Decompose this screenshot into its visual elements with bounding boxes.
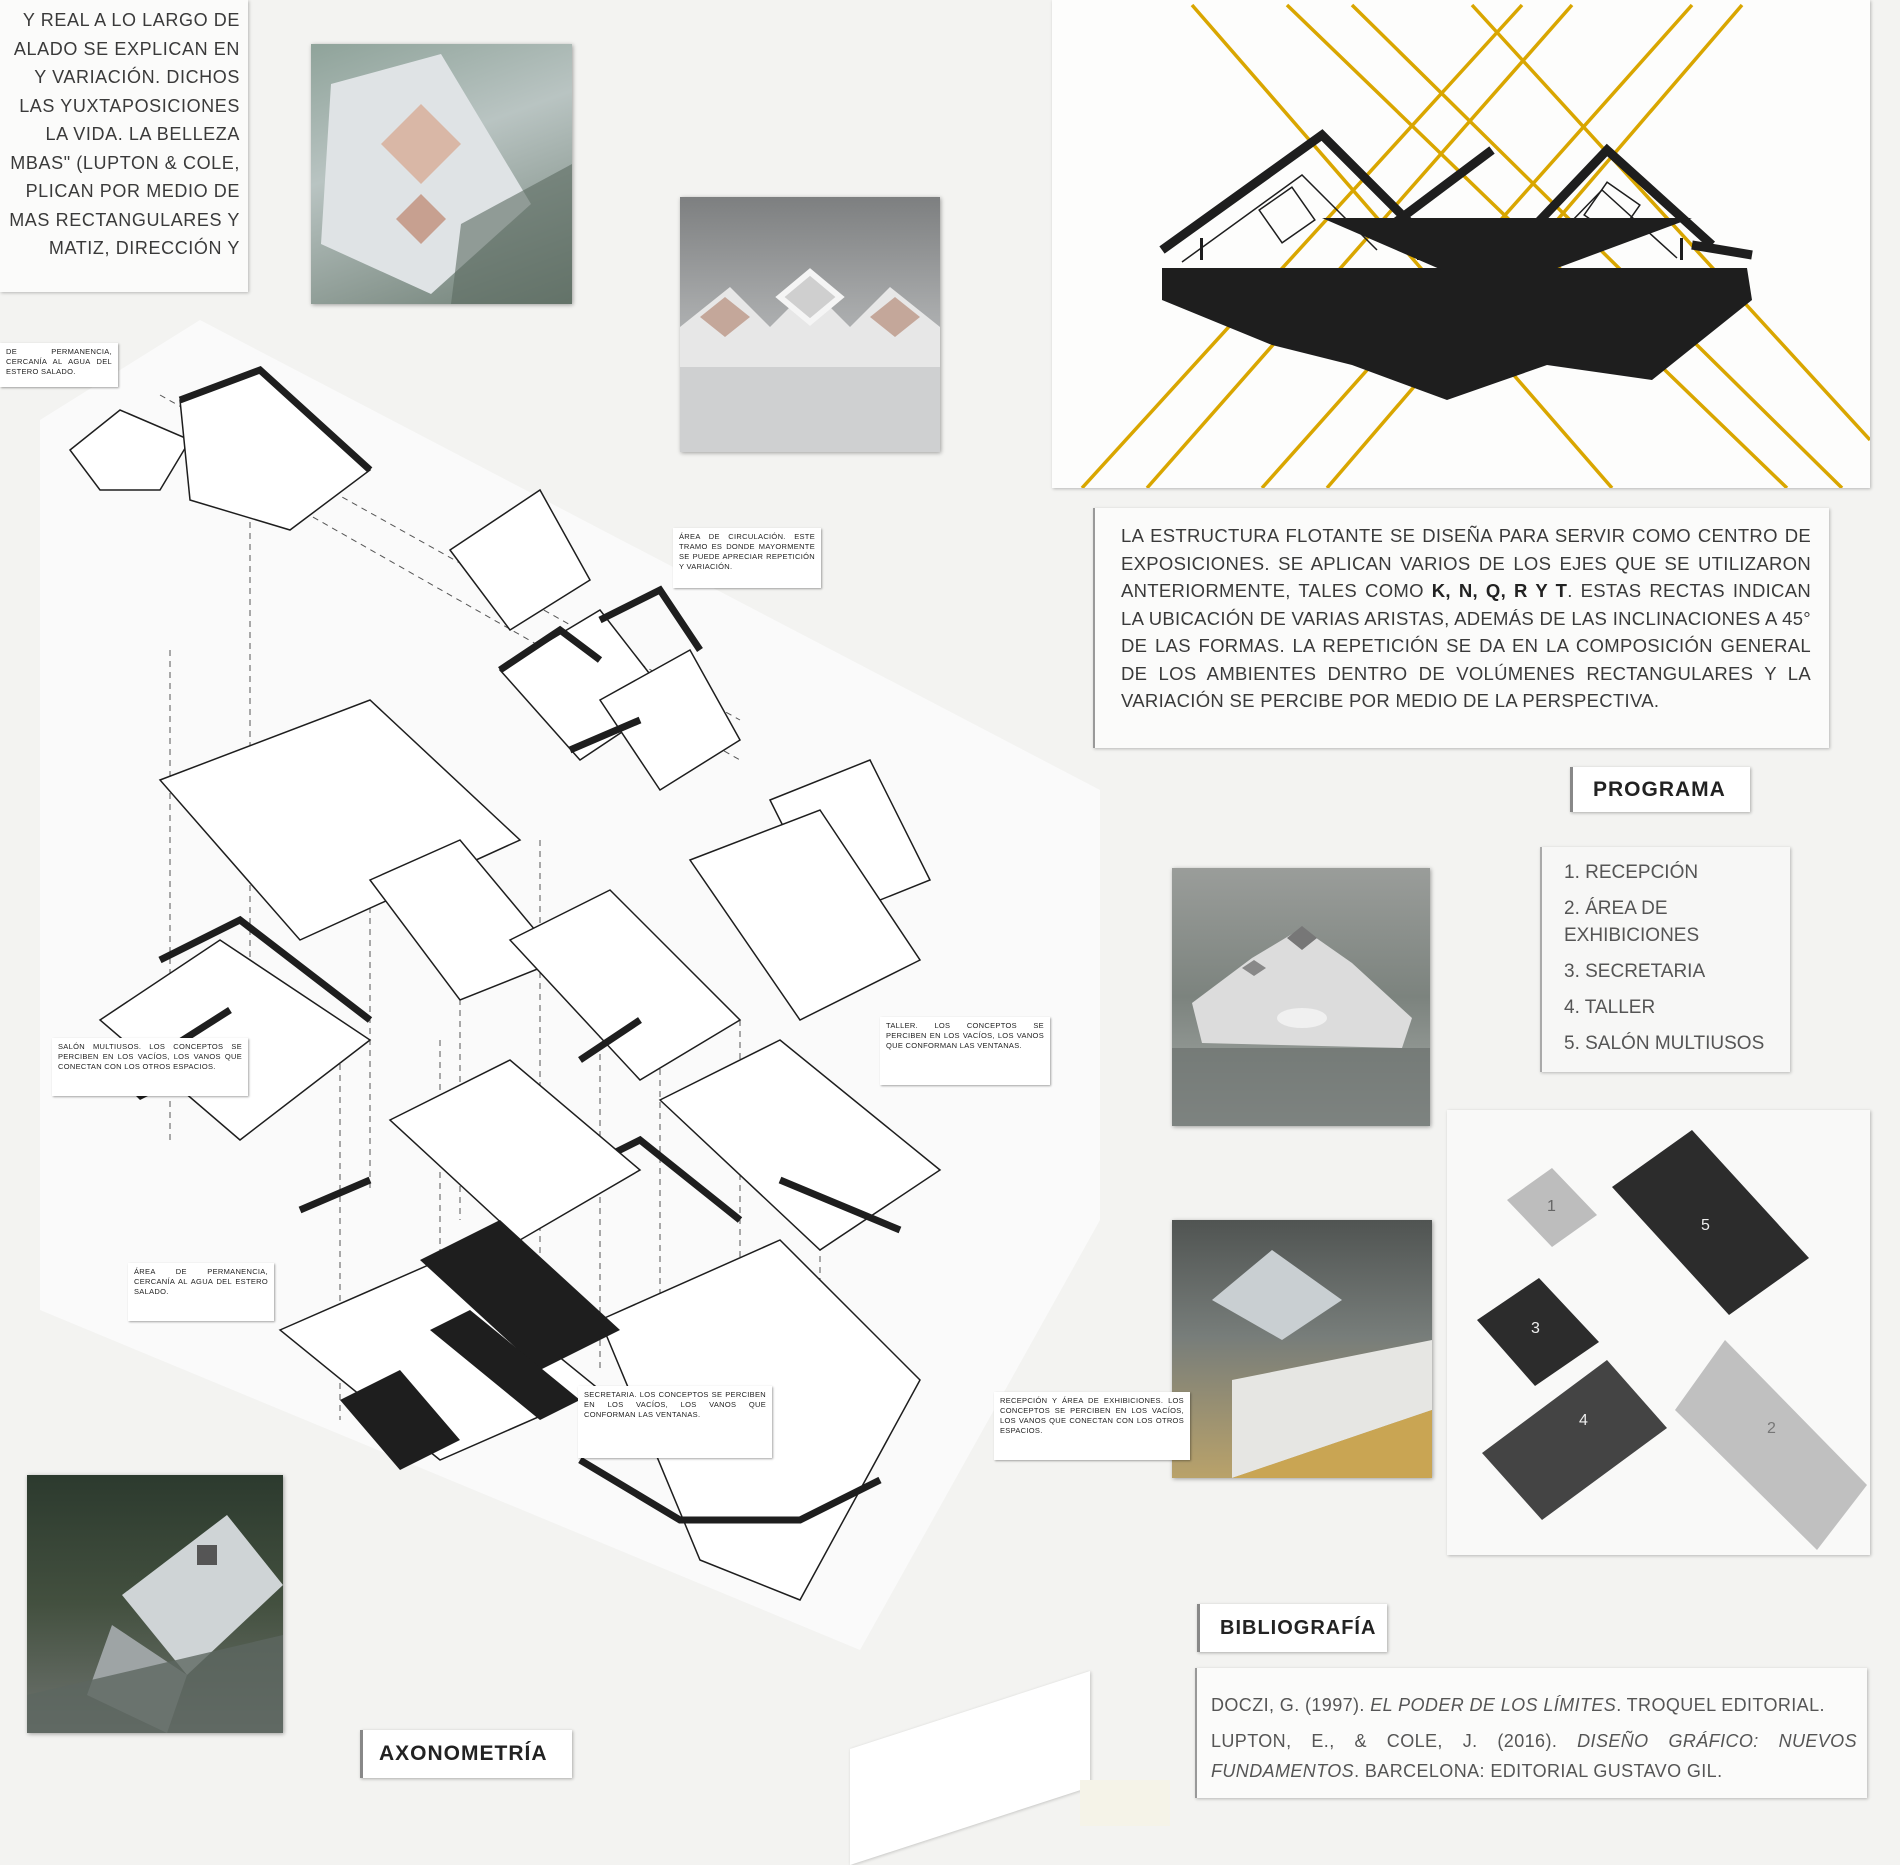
intro-line: Y VARIACIÓN. DICHOS <box>34 67 240 87</box>
tile-label-4: 4 <box>1579 1412 1588 1429</box>
note-permanencia-top: DE PERMANENCIA, CERCANÍA AL AGUA DEL ESTERO SALADO. <box>0 343 118 387</box>
intro-line: ALADO SE EXPLICAN EN <box>13 38 240 59</box>
bibliografia-heading: BIBLIOGRAFÍA <box>1197 1604 1387 1652</box>
model-photo-right-upper-image <box>1172 868 1430 1126</box>
tile-4 <box>1482 1360 1667 1520</box>
bibliografia-ref-lupton <box>1211 1726 1857 1786</box>
programa-item-recepcion: 1. RECEPCIÓN <box>1564 862 1699 883</box>
tile-label-1: 1 <box>1547 1198 1556 1215</box>
model-photo-bottom-left <box>27 1475 283 1733</box>
tile-2 <box>1675 1340 1867 1550</box>
ref2-title: DISEÑO GRÁFICO: NUEVOS FUNDAMENTOS <box>1211 1731 1857 1781</box>
bottom-edge-card <box>850 1671 1090 1865</box>
floating-base <box>1162 268 1752 400</box>
ref1-author: DOCZI, G. (1997). <box>1211 1695 1371 1715</box>
note-circulacion: ÁREA DE CIRCULACIÓN. ESTE TRAMO ES DONDE MAYORMENTE SE PUEDE APRECIAR REPETICIÓN Y VARIACIÓN. <box>673 528 821 588</box>
intro-text-card <box>0 0 248 292</box>
programa-item-salon: 5. SALÓN MULTIUSOS <box>1564 1033 1765 1054</box>
description-axes: K, N, Q, R Y T <box>1431 580 1568 601</box>
bibliografia-ref-doczi <box>1211 1690 1857 1720</box>
ref1-pub: . TROQUEL EDITORIAL. <box>1616 1695 1825 1715</box>
axonometric-drawing <box>40 320 1110 1650</box>
description-card <box>1093 508 1829 748</box>
axonometria-heading: AXONOMETRÍA <box>360 1730 572 1778</box>
tile-5 <box>1612 1130 1809 1315</box>
intro-line: PLICAN POR MEDIO DE <box>25 181 240 201</box>
bibliografia-card <box>1195 1668 1867 1798</box>
model-photo-top <box>311 44 572 304</box>
note-secretaria: SECRETARIA. LOS CONCEPTOS SE PERCIBEN EN LOS VACÍOS, LOS VANOS QUE CONFORMAN LAS VENTANAS. <box>578 1386 772 1458</box>
programa-heading: PROGRAMA <box>1570 767 1750 812</box>
description-text-start: LA ESTRUCTURA FLOTANTE SE DISEÑA PARA SERVIR COMO CENTRO DE EXPOSICIONES. SE APLICAN VARIOS DE LOS EJES QUE SE UTILIZARON ANTERIORMENTE, TALES COMO <box>1121 525 1811 601</box>
note-salon-multiusos: SALÓN MULTIUSOS. LOS CONCEPTOS SE PERCIBEN EN LOS VACÍOS, LOS VANOS QUE CONECTAN CON LOS OTROS ESPACIOS. <box>52 1038 248 1096</box>
model-photo-bottom-left-image <box>27 1475 283 1733</box>
intro-line: MATIZ, DIRECCIÓN Y <box>48 238 240 258</box>
note-taller: TALLER. LOS CONCEPTOS SE PERCIBEN EN LOS VACÍOS, LOS VANOS QUE CONFORMAN LAS VENTANAS. <box>880 1017 1050 1085</box>
bottom-edge-card-right <box>1080 1780 1170 1826</box>
tile-label-5: 5 <box>1701 1217 1710 1234</box>
intro-line: LA VIDA. LA BELLEZA <box>45 124 240 144</box>
programa-item-exhibiciones: 2. ÁREA DE EXHIBICIONES <box>1564 898 1700 946</box>
intro-line: MBAS" (LUPTON & COLE, <box>10 152 240 173</box>
ref2-pub: . BARCELONA: EDITORIAL GUSTAVO GIL. <box>1354 1761 1723 1781</box>
ref2-author: LUPTON, E., & COLE, J. (2016). <box>1211 1731 1578 1751</box>
elevation-drawing <box>1052 0 1870 488</box>
intro-line: Y REAL A LO LARGO DE <box>22 10 240 30</box>
elevation-drawing-card <box>1052 0 1870 488</box>
ref1-title: EL PODER DE LOS LÍMITES <box>1370 1695 1617 1715</box>
tile-composition-card <box>1447 1110 1870 1555</box>
model-photo-right-lower-image <box>1172 1220 1432 1478</box>
programa-item-taller: 4. TALLER <box>1564 997 1656 1018</box>
intro-line: LAS YUXTAPOSICIONES <box>19 95 240 116</box>
model-photo-right-upper <box>1172 868 1430 1126</box>
axonometric-drawing-sheet <box>40 320 1110 1650</box>
tile-composition <box>1447 1110 1870 1555</box>
model-photo-top-image <box>311 44 572 304</box>
tile-label-2: 2 <box>1767 1420 1776 1437</box>
programa-item-secretaria: 3. SECRETARIA <box>1564 961 1706 982</box>
description-text-end: . ESTAS RECTAS INDICAN LA UBICACIÓN DE VARIAS ARISTAS, ADEMÁS DE LAS INCLINACIONES A 45° DE LAS FORMAS. LA REPETICIÓN SE DA EN LA COMPOSICIÓN GENERAL DE LOS AMBIENTES DENTRO DE VOLÚMENES RECTANGULARES Y LA VARIACIÓN SE PERCIBE POR MEDIO DE LA PERSPECTIVA. <box>1121 580 1811 711</box>
note-recepcion: RECEPCIÓN Y ÁREA DE EXHIBICIONES. LOS CONCEPTOS SE PERCIBEN EN LOS VACÍOS, LOS VANOS QUE CONECTAN CON LOS OTROS ESPACIOS. <box>994 1392 1190 1460</box>
programa-list <box>1540 847 1790 1072</box>
tile-label-3: 3 <box>1531 1320 1540 1337</box>
intro-line: MAS RECTANGULARES Y <box>9 209 240 230</box>
note-permanencia: ÁREA DE PERMANENCIA, CERCANÍA AL AGUA DEL ESTERO SALADO. <box>128 1263 274 1321</box>
model-photo-right-lower <box>1172 1220 1432 1478</box>
